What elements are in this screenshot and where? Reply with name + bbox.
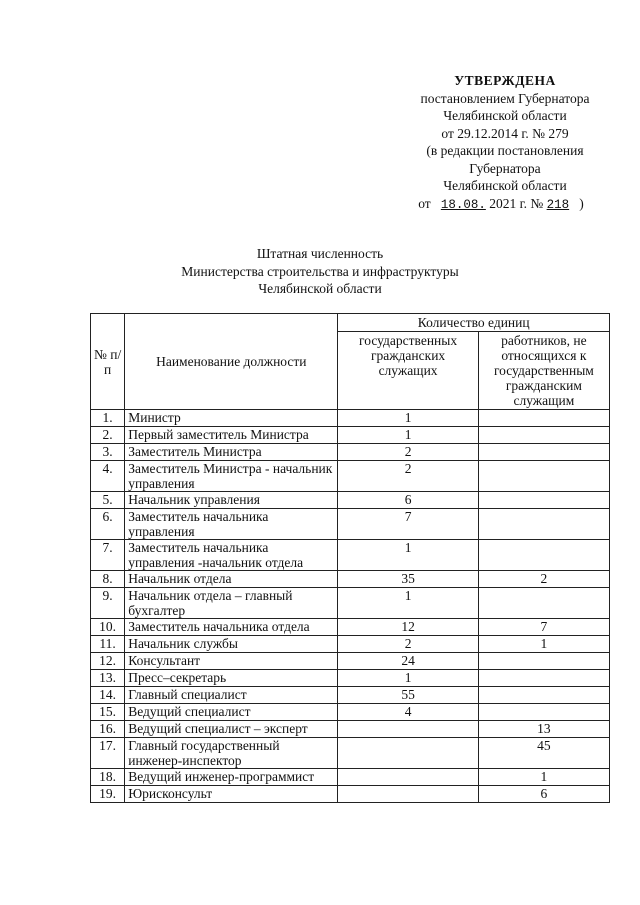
row-position: Заместитель начальника управления -начальник отдела	[125, 540, 338, 571]
approval-line-2: Челябинской области	[443, 108, 567, 123]
row-nongov-count	[478, 410, 609, 427]
approval-line-5: Губернатора	[469, 160, 541, 176]
table-row	[91, 704, 610, 721]
table-row	[91, 492, 610, 509]
row-nongov-count: 2	[478, 571, 609, 588]
row-number: 18.	[91, 769, 125, 786]
approval-line-7	[387, 195, 615, 215]
row-gov-count	[338, 721, 478, 738]
approval-close-paren: )	[579, 195, 584, 211]
table-row	[91, 636, 610, 653]
row-position: Начальник управления	[125, 492, 338, 509]
row-number: 2.	[91, 427, 125, 444]
row-gov-count: 1	[338, 427, 478, 444]
approval-line-1: постановлением Губернатора	[420, 90, 590, 106]
row-position: Заместитель начальника отдела	[125, 619, 338, 636]
row-nongov-count	[478, 492, 609, 509]
row-position: Главный государственный инженер-инспектор	[125, 738, 338, 769]
row-nongov-count	[478, 670, 609, 687]
row-gov-count: 1	[338, 540, 478, 571]
approval-year-part: 2021 г. №	[489, 195, 544, 211]
table-body	[91, 410, 610, 803]
row-position: Ведущий специалист – эксперт	[125, 721, 338, 738]
row-number: 6.	[91, 509, 125, 540]
row-nongov-count	[478, 653, 609, 670]
table-row	[91, 786, 610, 803]
approval-date-filled: 18.08.	[440, 197, 486, 212]
row-gov-count: 1	[338, 588, 478, 619]
row-position: Заместитель начальника управления	[125, 509, 338, 540]
row-nongov-count	[478, 588, 609, 619]
table-row	[91, 509, 610, 540]
row-nongov-count	[478, 687, 609, 704]
row-number: 8.	[91, 571, 125, 588]
row-position: Главный специалист	[125, 687, 338, 704]
row-position: Заместитель Министра	[125, 444, 338, 461]
row-nongov-count: 6	[478, 786, 609, 803]
header-group: Количество единиц	[338, 314, 610, 332]
document-heading	[0, 245, 640, 298]
row-gov-count	[338, 738, 478, 769]
row-number: 16.	[91, 721, 125, 738]
table-row	[91, 540, 610, 571]
row-position: Первый заместитель Министра	[125, 427, 338, 444]
staffing-table	[90, 313, 610, 803]
row-nongov-count	[478, 444, 609, 461]
row-gov-count: 35	[338, 571, 478, 588]
row-position: Начальник отдела – главный бухгалтер	[125, 588, 338, 619]
row-nongov-count	[478, 704, 609, 721]
heading-line-1: Штатная численность	[256, 246, 384, 261]
row-number: 10.	[91, 619, 125, 636]
row-number: 1.	[91, 410, 125, 427]
row-number: 7.	[91, 540, 125, 571]
row-position: Министр	[125, 410, 338, 427]
row-gov-count: 4	[338, 704, 478, 721]
row-position: Консультант	[125, 653, 338, 670]
table-row	[91, 687, 610, 704]
table-row	[91, 653, 610, 670]
row-gov-count: 2	[338, 636, 478, 653]
row-position: Заместитель Министра - начальник управления	[125, 461, 338, 492]
row-number: 9.	[91, 588, 125, 619]
row-gov-count: 55	[338, 687, 478, 704]
row-number: 12.	[91, 653, 125, 670]
approval-line-3: от 29.12.2014 г. № 279	[441, 125, 569, 141]
row-number: 3.	[91, 444, 125, 461]
row-gov-count: 1	[338, 410, 478, 427]
table-row	[91, 769, 610, 786]
approval-line-4: (в редакции постановления	[426, 143, 584, 158]
approval-line-6: Челябинской области	[443, 178, 567, 193]
row-number: 11.	[91, 636, 125, 653]
row-gov-count	[338, 786, 478, 803]
heading-line-2: Министерства строительства и инфраструктуры	[181, 263, 459, 279]
approval-title: УТВЕРЖДЕНА	[454, 73, 556, 88]
row-position: Начальник службы	[125, 636, 338, 653]
row-position: Юрисконсульт	[125, 786, 338, 803]
table-row	[91, 410, 610, 427]
header-num: № п/п	[91, 314, 125, 410]
row-nongov-count: 13	[478, 721, 609, 738]
table-row	[91, 619, 610, 636]
approval-number-filled: 218	[546, 197, 570, 212]
row-nongov-count: 1	[478, 769, 609, 786]
row-gov-count: 1	[338, 670, 478, 687]
row-number: 13.	[91, 670, 125, 687]
row-gov-count	[338, 769, 478, 786]
row-position: Пресс–секретарь	[125, 670, 338, 687]
table-row	[91, 571, 610, 588]
header-gov: государственных гражданских служащих	[338, 332, 478, 410]
table-row	[91, 738, 610, 769]
row-position: Ведущий специалист	[125, 704, 338, 721]
approval-from-label: от	[418, 195, 431, 211]
row-nongov-count	[478, 427, 609, 444]
row-number: 5.	[91, 492, 125, 509]
row-number: 19.	[91, 786, 125, 803]
table-row	[91, 444, 610, 461]
row-gov-count: 2	[338, 444, 478, 461]
row-gov-count: 2	[338, 461, 478, 492]
row-number: 14.	[91, 687, 125, 704]
row-nongov-count: 7	[478, 619, 609, 636]
table-row	[91, 670, 610, 687]
row-position: Ведущий инженер-программист	[125, 769, 338, 786]
approval-stamp	[395, 72, 615, 214]
row-number: 17.	[91, 738, 125, 769]
row-gov-count: 7	[338, 509, 478, 540]
table-row	[91, 721, 610, 738]
row-nongov-count	[478, 540, 609, 571]
table-row	[91, 461, 610, 492]
row-nongov-count: 45	[478, 738, 609, 769]
row-gov-count: 6	[338, 492, 478, 509]
row-nongov-count: 1	[478, 636, 609, 653]
row-gov-count: 24	[338, 653, 478, 670]
row-position: Начальник отдела	[125, 571, 338, 588]
row-nongov-count	[478, 461, 609, 492]
row-number: 15.	[91, 704, 125, 721]
heading-line-3: Челябинской области	[258, 281, 382, 296]
row-number: 4.	[91, 461, 125, 492]
row-nongov-count	[478, 509, 609, 540]
header-name: Наименование должности	[125, 314, 338, 410]
table-row	[91, 588, 610, 619]
row-gov-count: 12	[338, 619, 478, 636]
header-non: работников, не относящихся к государственным гражданским служащим	[478, 332, 609, 410]
table-row	[91, 427, 610, 444]
